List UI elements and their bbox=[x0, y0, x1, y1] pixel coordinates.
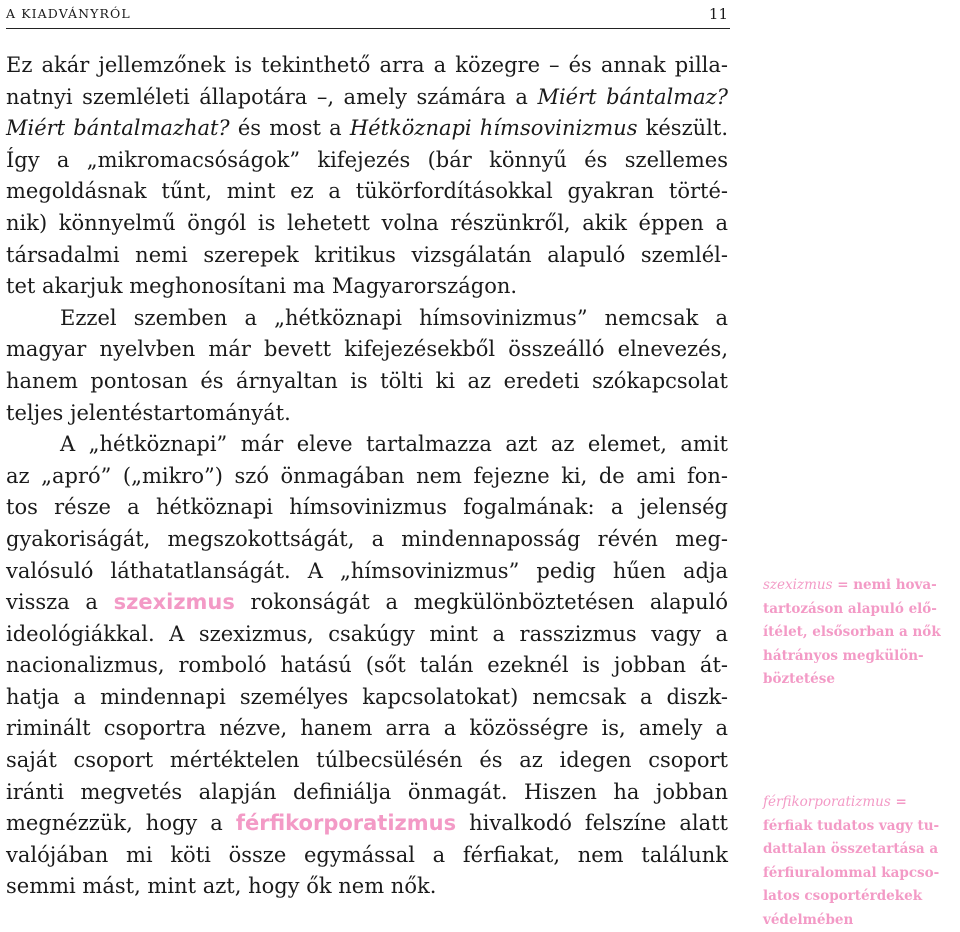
text-line: az „apró” („mikro”) szó önmagában nem fejezne ki, de ami fon- bbox=[6, 461, 728, 493]
text-line: semmi mást, mint azt, hogy ők nem nők. bbox=[6, 871, 728, 903]
text-line: gyakoriságát, megszokottságát, a mindennaposság révén meg- bbox=[6, 524, 728, 556]
margin-note-szexizmus bbox=[763, 574, 959, 692]
note-line: férfiak tudatos vagy tu- bbox=[763, 815, 959, 839]
page-header bbox=[6, 2, 730, 29]
note-line: latos csoportérdekek bbox=[763, 885, 959, 909]
text-line: natnyi szemléleti állapotára –, amely számára a Miért bántalmaz? bbox=[6, 82, 728, 114]
note-line: szexizmus = nemi hova- bbox=[763, 574, 959, 598]
text-line: nacionalizmus, romboló hatású (sőt talán ezeknél is jobban át- bbox=[6, 650, 728, 682]
text-line: tos része a hétköznapi hímsovinizmus fogalmának: a jelenség bbox=[6, 492, 728, 524]
margin-note-ferfikorporatizmus bbox=[763, 791, 959, 932]
book-title: Miért bántalmaz? bbox=[537, 85, 728, 109]
note-line: hátrányos megkülön- bbox=[763, 645, 959, 669]
text-line: nik) könnyelmű öngól is lehetett volna részünkről, akik éppen a bbox=[6, 208, 728, 240]
text-line: valójában mi köti össze egymással a férfiakat, nem találunk bbox=[6, 840, 728, 872]
text-line: magyar nyelvben már bevett kifejezésekből összeálló elnevezés, bbox=[6, 334, 728, 366]
text-line: vissza a szexizmus rokonságát a megkülönböztetésen alapuló bbox=[6, 587, 728, 619]
text-line: valósuló láthatatlanságát. A „hímsovinizmus” pedig hűen adja bbox=[6, 556, 728, 588]
note-term: férfikorporatizmus bbox=[763, 794, 891, 810]
text-line: hatja a mindennapi személyes kapcsolatokat) nemcsak a diszk- bbox=[6, 682, 728, 714]
note-line: böztetése bbox=[763, 668, 959, 692]
text-line: Miért bántalmazhat? és most a Hétköznapi hímsovinizmus készült. bbox=[6, 113, 728, 145]
book-title: Hétköznapi hímsovinizmus bbox=[350, 116, 638, 140]
text-line: saját csoport mértéktelen túlbecsülésén és az idegen csoport bbox=[6, 745, 728, 777]
text-line: A „hétköznapi” már eleve tartalmazza azt az elemet, amit bbox=[6, 429, 728, 461]
note-term: szexizmus bbox=[763, 577, 833, 593]
highlighted-term: férfikorporatizmus bbox=[236, 811, 456, 835]
text-line: Így a „mikromacsóságok” kifejezés (bár könnyű és szellemes bbox=[6, 145, 728, 177]
highlighted-term: szexizmus bbox=[114, 590, 235, 614]
text-line: tet akarjuk meghonosítani ma Magyarországon. bbox=[6, 271, 728, 303]
page-number: 11 bbox=[709, 5, 728, 23]
note-line: ítélet, elsősorban a nők bbox=[763, 621, 959, 645]
text-line: megoldásnak tűnt, mint ez a tükörfordításokkal gyakran törté- bbox=[6, 176, 728, 208]
text-line: társadalmi nemi szerepek kritikus vizsgálatán alapuló szemlél- bbox=[6, 240, 728, 272]
note-line: tartozáson alapuló elő- bbox=[763, 598, 959, 622]
note-line: férfikorporatizmus = bbox=[763, 791, 959, 815]
text-line: Ezzel szemben a „hétköznapi hímsovinizmus” nemcsak a bbox=[6, 303, 728, 335]
text-line: riminált csoportra nézve, hanem arra a közösségre is, amely a bbox=[6, 713, 728, 745]
text-line: teljes jelentéstartományát. bbox=[6, 398, 728, 430]
book-title: Miért bántalmazhat? bbox=[6, 116, 230, 140]
text-line: Ez akár jellemzőnek is tekinthető arra a közegre – és annak pilla- bbox=[6, 50, 728, 82]
note-line: védelmében bbox=[763, 909, 959, 932]
text-line: megnézzük, hogy a férfikorporatizmus hivalkodó felszíne alatt bbox=[6, 808, 728, 840]
text-line: hanem pontosan és árnyaltan is tölti ki az eredeti szókapcsolat bbox=[6, 366, 728, 398]
running-head: A KIADVÁNYRÓL bbox=[6, 6, 131, 21]
text-line: ideológiákkal. A szexizmus, csakúgy mint a rasszizmus vagy a bbox=[6, 619, 728, 651]
text-line: iránti megvetés alapján definiálja önmagát. Hiszen ha jobban bbox=[6, 777, 728, 809]
note-line: férfiuralommal kapcso- bbox=[763, 862, 959, 886]
note-line: dattalan összetartása a bbox=[763, 838, 959, 862]
body-text bbox=[6, 50, 728, 903]
